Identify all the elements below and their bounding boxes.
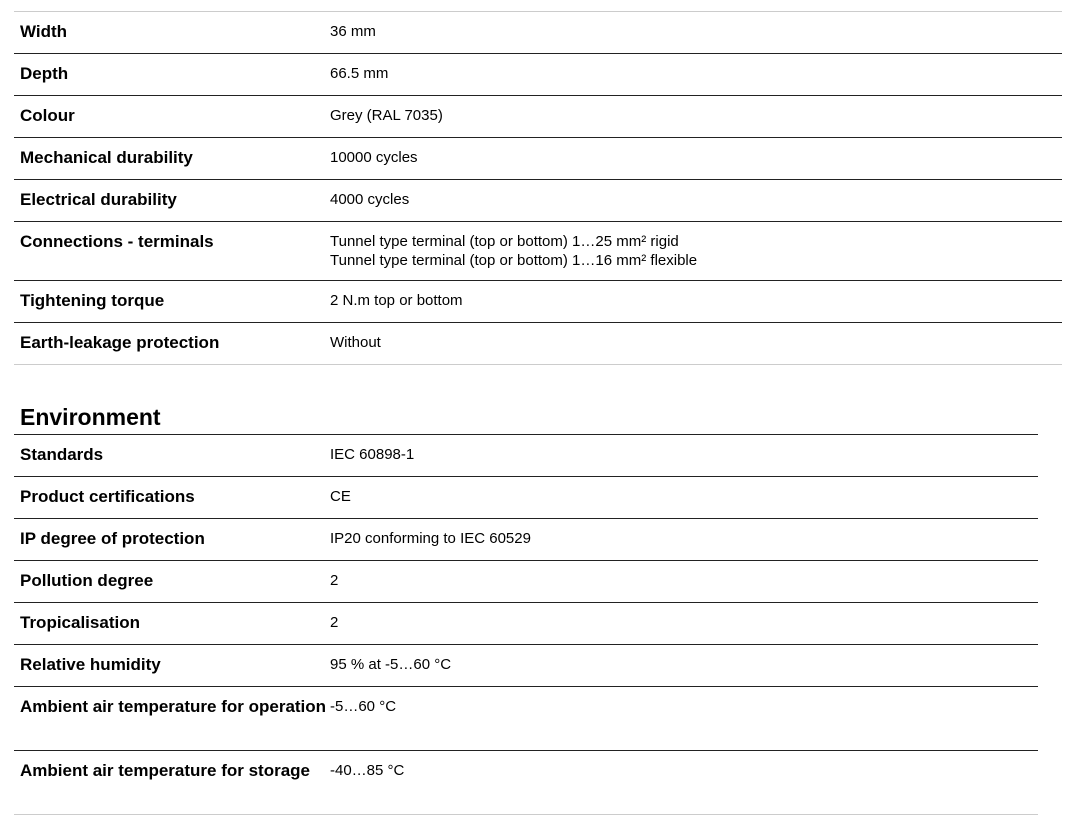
table-row <box>14 561 1038 603</box>
table-row <box>14 519 1038 561</box>
table-row <box>14 751 1038 815</box>
spec-value: Without <box>330 334 381 351</box>
spec-value: 36 mm <box>330 23 376 40</box>
table-row <box>14 180 1062 222</box>
spec-label: Connections - terminals <box>20 232 214 251</box>
table-row <box>14 138 1062 180</box>
table-row <box>14 645 1038 687</box>
spec-label: Pollution degree <box>20 571 154 590</box>
section-title-environment: Environment <box>20 404 161 430</box>
spec-value: IP20 conforming to IEC 60529 <box>330 530 531 547</box>
spec-label: Mechanical durability <box>20 148 193 167</box>
table-row <box>14 12 1062 54</box>
main-specs-table <box>14 11 1062 365</box>
spec-value: 95 % at -5…60 °C <box>330 656 452 673</box>
spec-label: Tightening torque <box>20 291 165 310</box>
spec-label: Electrical durability <box>20 190 177 209</box>
spec-value: CE <box>330 488 351 505</box>
table-row <box>14 687 1038 751</box>
spec-value: 2 <box>330 614 339 631</box>
table-row <box>14 281 1062 323</box>
spec-label: Standards <box>20 445 104 464</box>
spec-label: Width <box>20 22 68 41</box>
spec-label: Ambient air temperature for storage <box>20 761 311 780</box>
spec-value: 4000 cycles <box>330 191 410 208</box>
spec-value: 2 <box>330 572 339 589</box>
spec-label: Product certifications <box>20 487 195 506</box>
table-row <box>14 603 1038 645</box>
spec-label: Tropicalisation <box>20 613 140 632</box>
spec-value <box>330 222 1062 280</box>
environment-specs-table <box>14 434 1038 815</box>
spec-value: -40…85 °C <box>330 762 405 779</box>
table-row <box>14 435 1038 477</box>
table-row <box>14 54 1062 96</box>
spec-label: Ambient air temperature for operation <box>20 697 327 716</box>
table-row <box>14 96 1062 138</box>
table-row <box>14 477 1038 519</box>
table-row <box>14 323 1062 365</box>
spec-label: Depth <box>20 64 69 83</box>
spec-label: Earth-leakage protection <box>20 333 220 352</box>
spec-label: Relative humidity <box>20 655 161 674</box>
spec-value-line: Tunnel type terminal (top or bottom) 1…16 mm² flexible <box>330 252 698 269</box>
spec-value: 66.5 mm <box>330 65 389 82</box>
spec-value: 10000 cycles <box>330 149 418 166</box>
spec-value: Grey (RAL 7035) <box>330 107 443 124</box>
spec-value: IEC 60898-1 <box>330 446 415 463</box>
spec-value: 2 N.m top or bottom <box>330 292 463 309</box>
spec-value-line: Tunnel type terminal (top or bottom) 1…25 mm² rigid <box>330 233 679 250</box>
table-row <box>14 222 1062 281</box>
spec-label: Colour <box>20 106 75 125</box>
spec-value: -5…60 °C <box>330 698 397 715</box>
spec-label: IP degree of protection <box>20 529 205 548</box>
